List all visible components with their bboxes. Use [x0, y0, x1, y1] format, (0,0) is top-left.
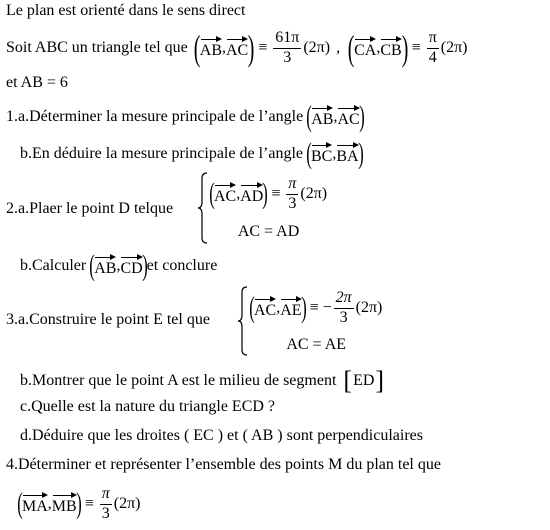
vector-cb: CB	[380, 38, 401, 59]
modulo-2pi: (2π)	[303, 39, 331, 56]
vector-ca: CA	[354, 38, 376, 59]
question-2b: b.Calculer ( AB , CD ) et conclure	[20, 249, 218, 282]
ab-length: et AB = 6	[6, 74, 68, 91]
segment-ed: ED	[353, 372, 375, 389]
intro-text-orientation: Le plan est orienté dans le sens direct	[6, 2, 246, 19]
left-brace	[238, 286, 246, 356]
fraction-61pi-3: $\frac{61\pi}{3}$	[275, 28, 300, 66]
equation-ac-ad: AC = AD	[237, 223, 300, 240]
left-brace	[198, 172, 206, 244]
fraction-pi-4: $\frac{\pi}{4}$	[428, 28, 437, 66]
intro-triangle-text: Soit ABC un triangle tel que	[6, 39, 188, 56]
question-3d: d.Déduire que les droites ( EC ) et ( AB ) sont perpendiculaires	[20, 427, 423, 444]
question-2a: 2.a.Plaer le point D telque	[6, 200, 174, 217]
vector-ac: AC	[226, 38, 248, 59]
question-1b: b.En déduire la mesure principale de l’angle ( BC , BA )	[20, 137, 364, 170]
intro-line-2	[6, 24, 468, 72]
question-3b: b.Montrer que le point A est le milieu de segment [ ED ]	[20, 366, 385, 395]
question-4: 4.Déterminer et représenter l’ensemble des points M du plan tel que	[6, 456, 441, 473]
equation-ac-ae: AC = AE	[286, 336, 347, 353]
system-q2: ( AC , AD ) ≡ $\frac{\pi}{3}$ (2π) AC = AD	[198, 172, 327, 244]
vector-ab: AB	[200, 38, 222, 59]
question-3c: c.Quelle est la nature du triangle ECD ?	[20, 398, 276, 415]
intro-line-3	[6, 74, 68, 92]
intro-line-1	[6, 2, 245, 20]
question-3a: 3.a.Construire le point E tel que	[6, 311, 210, 328]
question-4-formula: ( MA , MB ) ≡ $\frac{\pi}{3}$ (2π)	[17, 484, 141, 522]
question-1a: 1.a.Déterminer la mesure principale de l’angle ( AB , AC )	[6, 100, 365, 133]
angle-ab-ac-formula: ( AB , AC ) ≡ $\frac{61\pi}{3}$ (2π) , ( CA , CB ) ≡ $\frac{\pi}{4}$ (2π)	[193, 28, 468, 68]
modulo-2pi: (2π)	[440, 39, 468, 56]
system-q3: ( AC , AE ) ≡ − $\frac{2\pi}{3}$ (2π) AC = AE	[238, 286, 382, 356]
